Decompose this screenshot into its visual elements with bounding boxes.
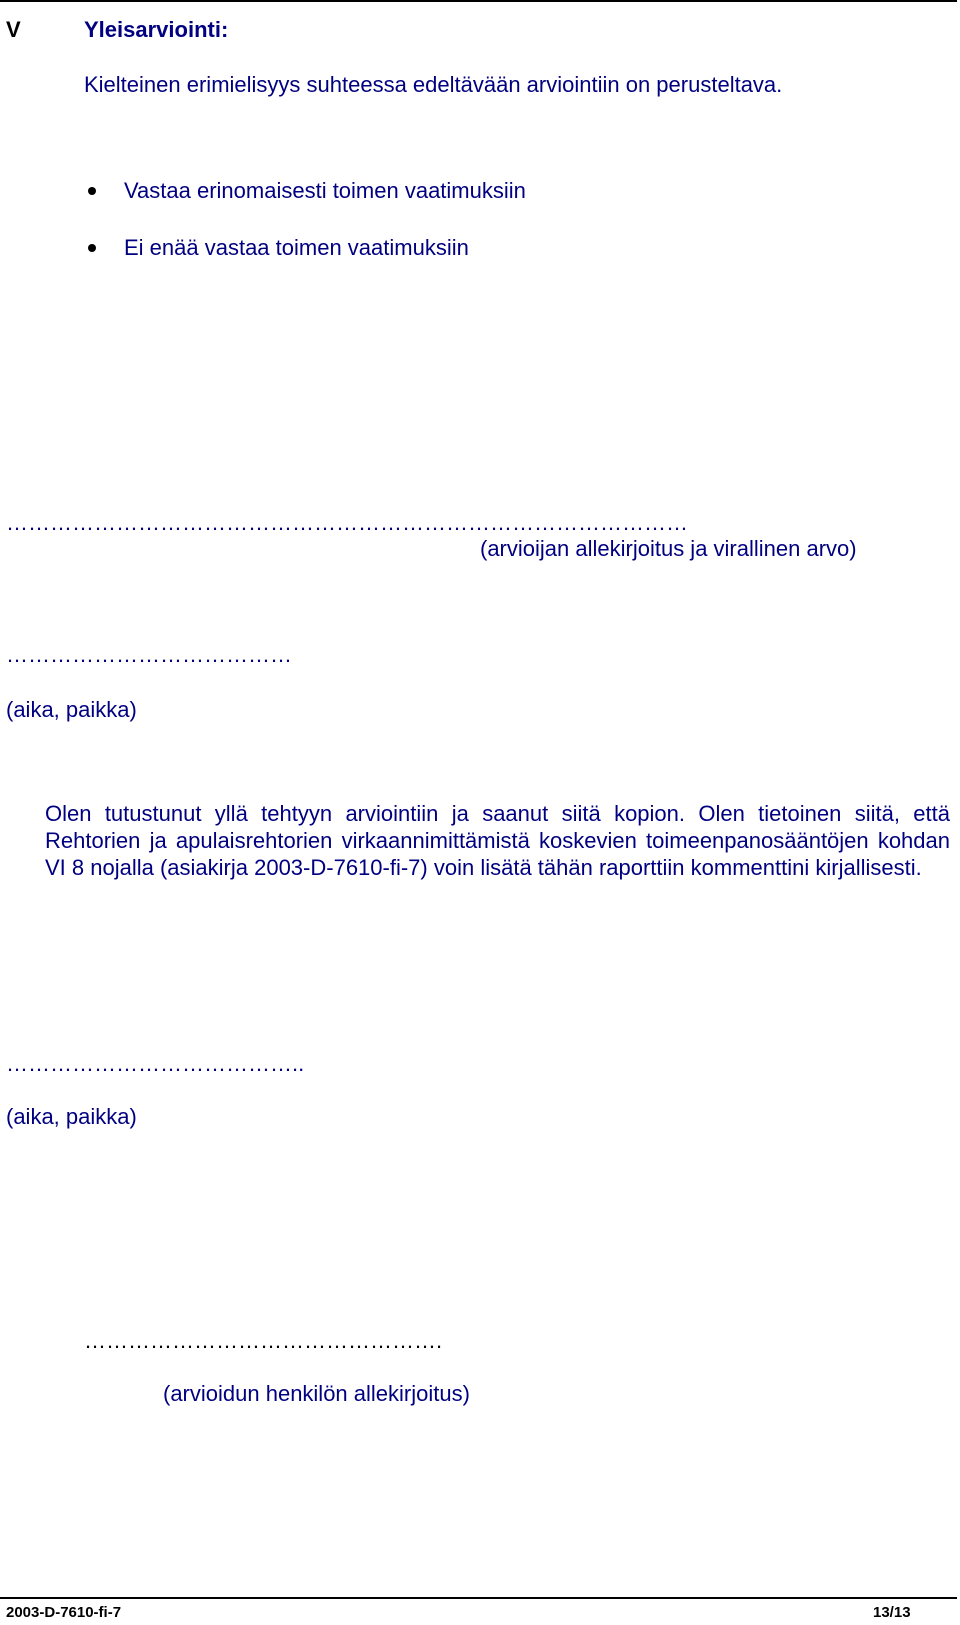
evaluator-place-line: ………………………………… bbox=[6, 642, 292, 667]
evaluator-signature-line: ………………………………………………………………………………… bbox=[6, 510, 688, 535]
options-list bbox=[84, 178, 526, 292]
footer-document-id: 2003-D-7610-fi-7 bbox=[6, 1604, 122, 1621]
bullet-icon bbox=[88, 187, 96, 195]
evaluator-signature-label: (arvioijan allekirjoitus ja virallinen arvo) bbox=[480, 536, 857, 561]
footer-page-number: 13/13 bbox=[873, 1604, 911, 1621]
evaluated-place-label: (aika, paikka) bbox=[6, 1104, 137, 1129]
section-title: Yleisarviointi: bbox=[84, 17, 229, 42]
section-number: V bbox=[6, 17, 21, 42]
evaluated-signature-label: (arvioidun henkilön allekirjoitus) bbox=[163, 1381, 470, 1406]
list-item bbox=[84, 235, 526, 261]
intro-text: Kielteinen erimielisyys suhteessa edeltävään arviointiin on perusteltava. bbox=[84, 72, 783, 97]
option-label: Vastaa erinomaisesti toimen vaatimuksiin bbox=[124, 178, 526, 203]
option-label: Ei enää vastaa toimen vaatimuksiin bbox=[124, 235, 469, 260]
list-item bbox=[84, 178, 526, 204]
acknowledgement-statement: Olen tutustunut yllä tehtyyn arviointiin ja saanut siitä kopion. Olen tietoinen siitä, että Rehtorien ja apulaisrehtorien virkaannimittämistä koskevien toimeenpanosääntöjen kohdan VI 8 nojalla (asiakirja 2003-D-7610-fi-7) voin lisätä tähän raporttiin kommenttini kirjallisesti. bbox=[45, 801, 950, 880]
evaluator-place-label: (aika, paikka) bbox=[6, 697, 137, 722]
evaluated-place-line: ………………………………….. bbox=[6, 1051, 305, 1076]
footer-rule bbox=[0, 1597, 957, 1599]
bullet-icon bbox=[88, 244, 96, 252]
top-rule bbox=[0, 0, 957, 2]
evaluated-signature-line: …………………………………………. bbox=[84, 1328, 443, 1353]
